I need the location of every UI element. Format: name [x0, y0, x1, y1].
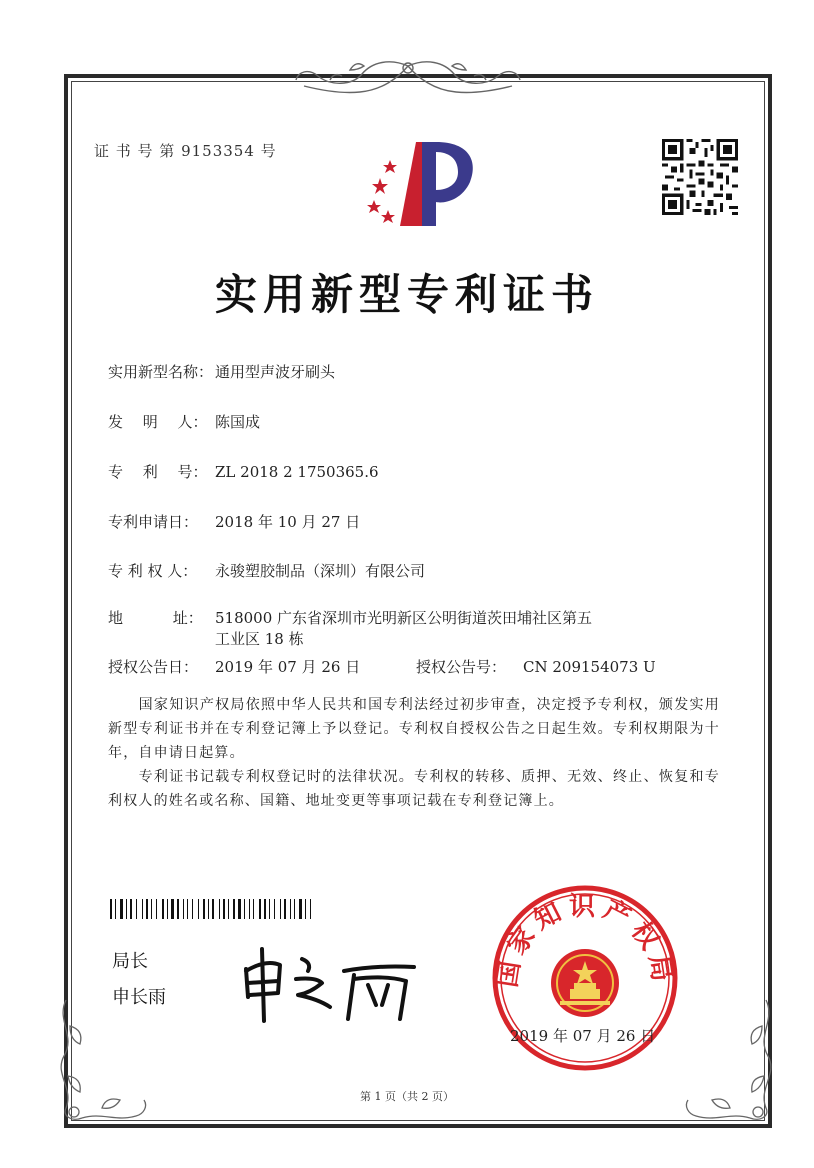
field-value: 陈国成 [215, 413, 261, 431]
field-grant-date [108, 656, 360, 677]
certificate-number: 证 书 号 第 9153354 号 [94, 142, 277, 160]
field-value: ZL 2018 2 1750365.6 [215, 463, 379, 481]
field-label: 实用新型名称： [108, 363, 214, 381]
qr-code [662, 139, 738, 215]
field-utility-model-name [108, 361, 335, 382]
page-number: 第 1 页（共 2 页） [360, 1090, 454, 1103]
seal-date: 2019 年 07 月 26 日 [510, 1027, 656, 1045]
director-name: 申长雨 [112, 987, 166, 1008]
field-value: 518000 广东省深圳市光明新区公明街道茨田埔社区第五 [215, 609, 593, 627]
field-label: 授权公告日： [108, 658, 199, 676]
top-ornament [290, 56, 526, 100]
paragraph-legal-status: 专利证书记载专利权登记时的法律状况。专利权的转移、质押、无效、终止、恢复和专利权人的姓名或名称、国籍、地址变更等事项记载在专利登记簿上。 [108, 769, 720, 809]
field-value: 2018 年 10 月 27 日 [215, 513, 361, 531]
field-address [108, 607, 592, 628]
field-label: 专利申请日： [108, 513, 199, 531]
field-label: 地 址： [108, 609, 203, 627]
field-address-line2: 工业区 18 栋 [215, 630, 304, 648]
field-label: 专 利 号： [108, 463, 208, 481]
certificate-title: 实用新型专利证书 [214, 270, 599, 319]
field-value: CN 209154073 U [523, 658, 656, 676]
field-value: 永骏塑胶制品（深圳）有限公司 [215, 562, 426, 580]
bottom-right-ornament [680, 996, 780, 1124]
field-inventor [108, 411, 260, 432]
national-emblem-icon [551, 949, 619, 1017]
field-filing-date [108, 511, 360, 532]
bottom-left-ornament [52, 996, 152, 1124]
field-patent-number [108, 461, 379, 482]
paragraph-grant: 国家知识产权局依照中华人民共和国专利法经过初步审查，决定授予专利权，颁发实用新型专利证书并在专利登记簿上予以登记。专利权自授权公告之日起生效。专利权期限为十年，自申请日起算。 [108, 697, 720, 761]
barcode [110, 899, 320, 919]
director-signature [236, 935, 436, 1030]
field-value: 通用型声波牙刷头 [215, 363, 336, 381]
field-grant-number [416, 656, 656, 677]
field-patentee [108, 560, 425, 581]
director-title: 局长 [112, 951, 148, 972]
field-label: 专 利 权 人： [108, 562, 198, 580]
seal-text: 国家知识产权局 [492, 892, 678, 990]
field-value: 2019 年 07 月 26 日 [215, 658, 361, 676]
patent-office-logo [360, 138, 480, 230]
field-label: 授权公告号： [416, 658, 507, 676]
field-label: 发 明 人： [108, 413, 208, 431]
